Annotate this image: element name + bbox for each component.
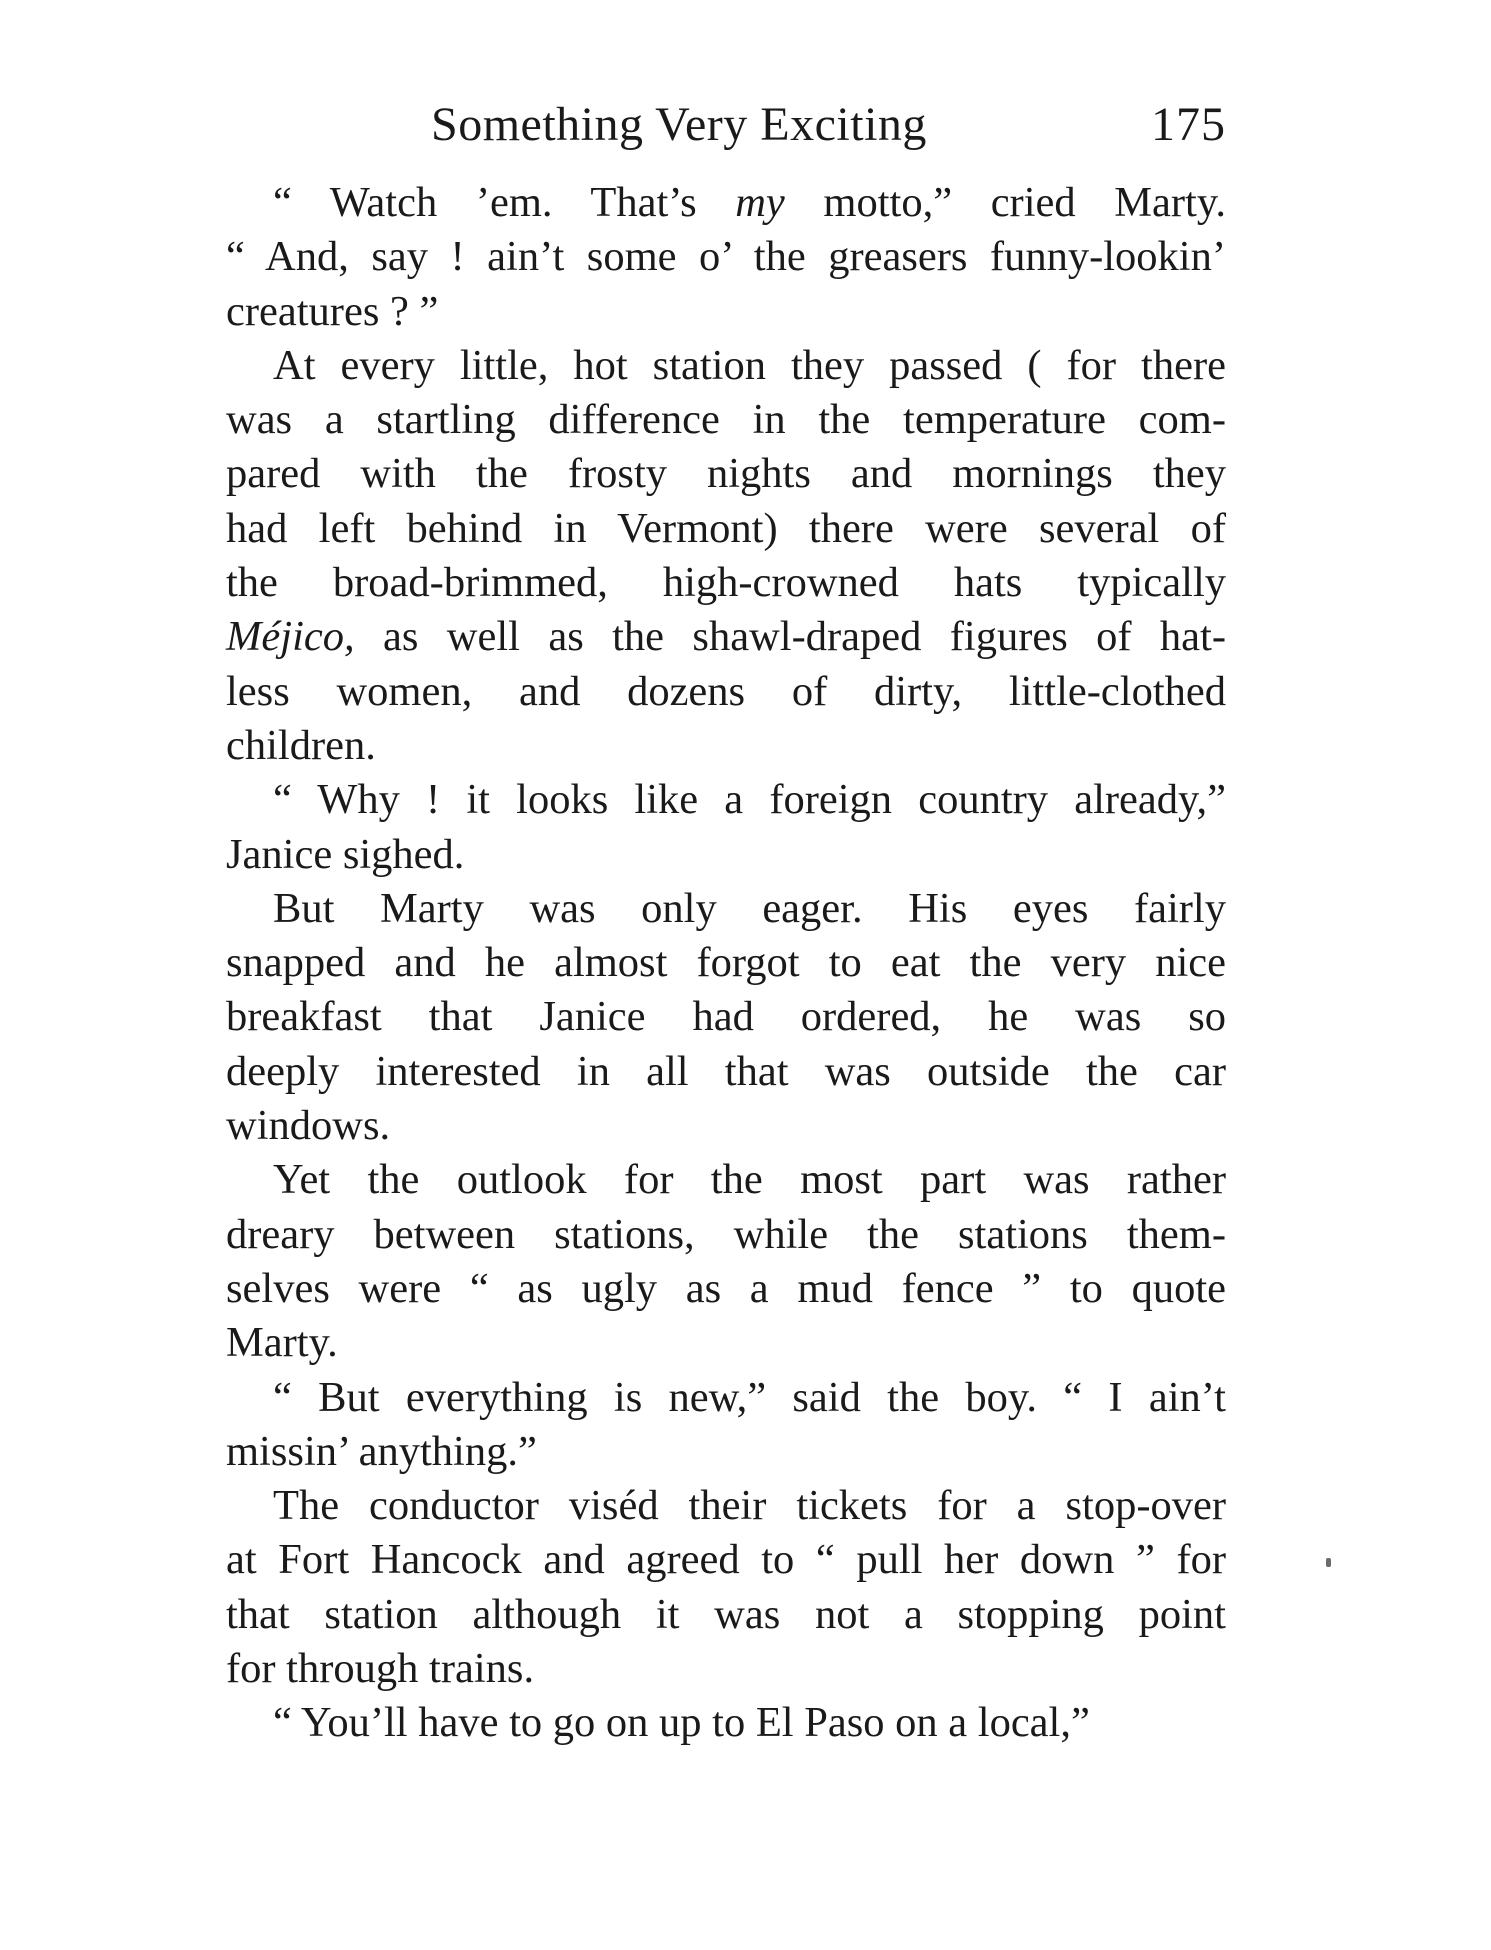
text-line: missin’ anything.” <box>226 1427 537 1475</box>
page-number: 175 <box>1151 98 1226 151</box>
text-line: The conductor viséd their tickets for a stop-over <box>273 1482 1226 1530</box>
italic-text: Méjico, <box>226 613 355 661</box>
paragraph <box>226 773 1226 882</box>
paragraph <box>226 1371 1226 1480</box>
text-line: Méjico, as well as the shawl-draped figures of hat- <box>226 613 1226 661</box>
text-line: “ But everything is new,” said the boy. “ I ain’t <box>273 1373 1226 1421</box>
paragraph <box>226 339 1226 773</box>
body-text <box>226 176 1226 1751</box>
running-head <box>226 90 1226 160</box>
paragraph <box>226 176 1226 339</box>
italic-text: my <box>735 179 785 226</box>
text-line: snapped and he almost forgot to eat the very nice <box>226 939 1226 987</box>
paragraph <box>226 1696 1226 1750</box>
text-line: “ You’ll have to go on up to El Paso on a local,” <box>273 1699 1090 1747</box>
text-line: at Fort Hancock and agreed to “ pull her down ” for <box>226 1536 1226 1584</box>
text-line: less women, and dozens of dirty, little-clothed <box>226 667 1226 715</box>
print-speck <box>1326 1558 1331 1567</box>
text-line: creatures ? ” <box>226 287 439 335</box>
text-line: Janice sighed. <box>226 830 465 878</box>
text-line: Marty. <box>226 1319 338 1367</box>
text-line: was a startling difference in the temperature com- <box>226 396 1226 444</box>
text-line: “ And, say ! ain’t some o’ the greasers funny-lookin’ <box>226 233 1226 281</box>
chapter-title: Something Very Exciting <box>431 98 927 151</box>
text-line: breakfast that Janice had ordered, he was so <box>226 993 1226 1041</box>
text-line: pared with the frosty nights and mornings they <box>226 450 1226 498</box>
text-line: children. <box>226 721 376 769</box>
text-line: the broad-brimmed, high-crowned hats typically <box>226 559 1226 607</box>
text-line: for through trains. <box>226 1645 535 1693</box>
text-line: dreary between stations, while the stations them- <box>226 1210 1226 1258</box>
text-line: At every little, hot station they passed ( for there <box>273 341 1226 389</box>
text-line: had left behind in Vermont) there were several of <box>226 504 1226 552</box>
text-line: “ Why ! it looks like a foreign country already,” <box>273 776 1226 824</box>
text-line: that station although it was not a stopping point <box>226 1590 1226 1638</box>
paragraph <box>226 882 1226 1153</box>
text-line: Yet the outlook for the most part was rather <box>273 1156 1226 1204</box>
text-line: selves were “ as ugly as a mud fence ” to quote <box>226 1264 1226 1312</box>
text-line: “ Watch ’em. That’s my motto,” cried Marty. <box>273 179 1226 226</box>
text-line: windows. <box>226 1102 391 1150</box>
text-line: deeply interested in all that was outside the car <box>226 1047 1226 1095</box>
paragraph <box>226 1153 1226 1370</box>
text-line: But Marty was only eager. His eyes fairly <box>273 884 1226 932</box>
paragraph <box>226 1479 1226 1696</box>
